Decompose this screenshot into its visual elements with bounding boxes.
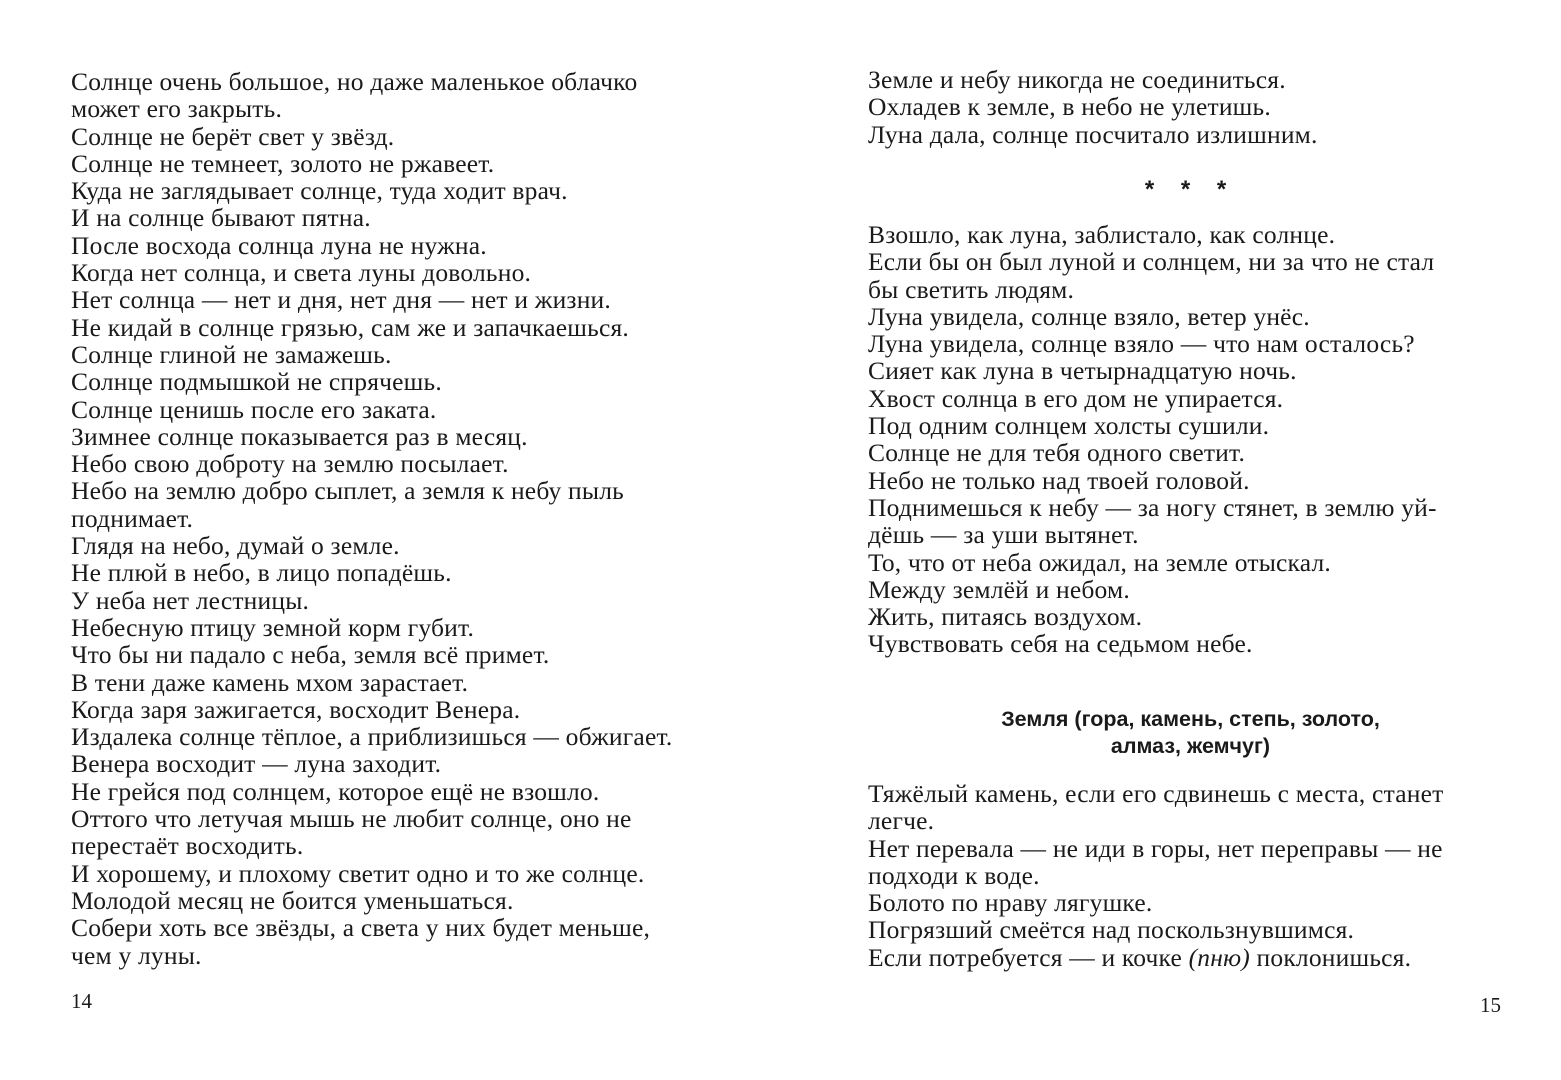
text-line: Взошло, как луна, заблистало, как солнце.	[868, 220, 1336, 249]
right-page-mid-proverbs	[868, 221, 1513, 658]
text-line: Луна увидела, солнце взяло — что нам осталось?	[868, 329, 1415, 359]
section-heading-line-2: алмаз, жемчуг)	[1110, 734, 1271, 758]
text-line: И на солнце бывают пятна.	[71, 203, 371, 233]
text-fragment: поклонишься.	[1249, 942, 1412, 972]
text-line: подходи к воде.	[868, 860, 1040, 890]
text-line: Небо свою доброту на землю посылает.	[71, 449, 509, 479]
text-line: Когда заря зажигается, восходит Венера.	[71, 694, 521, 724]
section-heading-line-1: Земля (гора, камень, степь, золото,	[1001, 707, 1380, 731]
text-line: Солнце не темнеет, золото не ржавеет.	[71, 148, 495, 178]
text-line: Солнце не для тебя одного светит.	[868, 438, 1246, 468]
text-line: Солнце ценишь после его заката.	[71, 394, 437, 424]
text-fragment: Если потребуется — и кочке	[868, 942, 1189, 972]
text-line: Погрязший смеётся над поскользнувшимся.	[868, 915, 1355, 945]
text-line: Луна дала, солнце посчитало излишним.	[868, 119, 1318, 149]
text-line: бы светить людям.	[868, 274, 1075, 304]
text-line: Не плюй в небо, в лицо попадёшь.	[71, 558, 452, 588]
text-line: Луна увидела, солнце взяло, ветер унёс.	[868, 301, 1310, 331]
text-line: дёшь — за уши вытянет.	[868, 520, 1139, 550]
text-line: Куда не заглядывает солнце, туда ходит врач.	[71, 176, 568, 206]
text-line: Небо не только над твоей головой.	[868, 465, 1250, 495]
text-line: Венера восходит — луна заходит.	[71, 749, 442, 779]
text-line: Солнце глиной не замажешь.	[71, 339, 392, 369]
text-line: Поднимешься к небу — за ногу стянет, в землю уй-	[868, 492, 1437, 522]
text-line-with-italic	[868, 944, 1513, 971]
left-page-proverbs	[71, 68, 716, 969]
text-line: После восхода солнца луна не нужна.	[71, 230, 487, 260]
text-line: Солнце подмышкой не спрячешь.	[71, 367, 442, 397]
text-line: легче.	[868, 806, 935, 836]
text-line: Жить, питаясь воздухом.	[868, 602, 1143, 632]
text-line: Тяжёлый камень, если его сдвинешь с места, станет	[868, 779, 1444, 808]
text-line: Солнце очень большое, но даже маленькое облачко	[71, 67, 638, 96]
text-line: Нет солнца — нет и дня, нет дня — нет и жизни.	[71, 285, 611, 315]
text-line: перестаёт восходить.	[71, 831, 304, 861]
text-line: Зимнее солнце показывается раз в месяц.	[71, 421, 528, 451]
text-line: Хвост солнца в его дом не упирается.	[868, 383, 1284, 413]
text-line: Если бы он был луной и солнцем, ни за что не стал	[868, 247, 1435, 277]
text-line: Когда нет солнца, и света луны довольно.	[71, 258, 532, 288]
text-line: может его закрыть.	[71, 94, 283, 124]
section-heading	[868, 706, 1513, 760]
right-page-top-proverbs	[868, 66, 1513, 148]
text-line: Молодой месяц не боится уменьшаться.	[71, 885, 514, 915]
text-line: Солнце не берёт свет у звёзд.	[71, 121, 395, 151]
text-line: Между землёй и небом.	[868, 574, 1130, 604]
text-line: Не кидай в солнце грязью, сам же и запачкаешься.	[71, 312, 629, 342]
page-number-left: 14	[71, 989, 92, 1013]
text-line: У неба нет лестницы.	[71, 585, 310, 615]
text-line: Что бы ни падало с неба, земля всё примет.	[71, 640, 550, 670]
text-line: поднимает.	[71, 503, 194, 533]
page-number-right: 15	[1480, 993, 1501, 1017]
text-line: Оттого что летучая мышь не любит солнце, оно не	[71, 804, 632, 834]
text-line: Охладев к земле, в небо не улетишь.	[868, 92, 1271, 122]
text-line: Нет перевала — не иди в горы, нет переправы — не	[868, 833, 1443, 863]
text-line: То, что от неба ожидал, на земле отыскал.	[868, 547, 1331, 577]
italic-fragment: (пню)	[1188, 942, 1250, 972]
text-line: Не грейся под солнцем, которое ещё не взошло.	[71, 776, 600, 806]
text-line: Земле и небу никогда не соединиться.	[868, 65, 1286, 94]
text-line: Сияет как луна в четырнадцатую ночь.	[868, 356, 1297, 386]
text-line: Собери хоть все звёзды, а света у них будет меньше,	[71, 913, 651, 943]
text-line: Болото по нраву лягушке.	[868, 888, 1153, 918]
asterism-separator: * * *	[1144, 176, 1237, 203]
text-line: В тени даже камень мхом зарастает.	[71, 667, 469, 697]
text-line: Небесную птицу земной корм губит.	[71, 612, 475, 642]
text-line: Издалека солнце тёплое, а приблизишься — обжигает.	[71, 722, 673, 752]
text-line: чем у луны.	[71, 940, 202, 970]
right-page-bottom-proverbs	[868, 780, 1513, 971]
text-line: И хорошему, и плохому светит одно и то же солнце.	[71, 858, 645, 888]
text-line: Небо на землю добро сыплет, а земля к небу пыль	[71, 476, 624, 506]
text-line: Чувствовать себя на седьмом небе.	[868, 629, 1253, 659]
text-line: Под одним солнцем холсты сушили.	[868, 411, 1270, 441]
text-line: Глядя на небо, думай о земле.	[71, 531, 400, 561]
